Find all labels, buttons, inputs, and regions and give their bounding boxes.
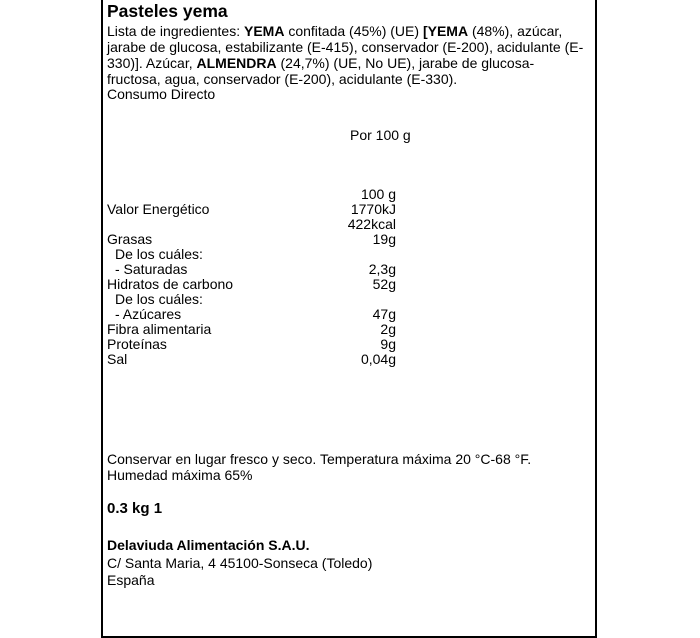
nutrition-value: 19g [372,231,396,247]
nutrition-value: 0,04g [360,351,396,367]
nutrition-value: 422kcal [347,216,396,232]
ingredients-text: confitada (45%) (UE) [284,23,423,39]
nutrition-label: De los cuáles: [115,291,203,307]
nutrition-value: 52g [372,276,396,292]
ingredients-text: (48%), azúcar, jarabe de glucosa, estabilizante (E-415), conservador (E-200), acidulante (E-330)]. Azúcar, [107,23,584,71]
nutrition-label: - Azúcares [115,306,182,322]
ingredients-text: Lista de ingredientes: [107,23,244,39]
ingredient-allergen: [YEMA [422,23,469,39]
nutrition-label: Proteínas [107,336,167,352]
ingredients-text: (24,7%) (UE, No UE), jarabe de glucosa-fructosa, agua, conservador (E-200), acidulante (E-330). [107,55,535,87]
nutrition-value: 2g [380,321,396,337]
nutrition-label: Grasas [107,231,153,247]
nutrition-unit-header: 100 g [360,186,396,202]
net-weight: 0.3 kg 1 [107,500,163,517]
product-title: Pasteles yema [107,1,228,21]
nutrition-label: Fibra alimentaria [107,321,212,337]
per-100g-heading: Por 100 g [350,127,411,143]
nutrition-label: - Saturadas [115,261,188,277]
storage-instructions: Conservar en lugar fresco y seco. Temperatura máxima 20 °C-68 °F. Humedad máxima 65% [107,451,532,483]
ingredient-allergen: YEMA [243,23,285,39]
nutrition-value: 47g [372,306,396,322]
consumption-note: Consumo Directo [107,86,216,102]
nutrition-label: De los cuáles: [115,246,203,262]
company-country: España [107,572,155,588]
nutrition-value: 2,3g [368,261,396,277]
nutrition-label: Sal [107,351,128,367]
ingredients-list [107,23,587,87]
nutrition-label: Hidratos de carbono [107,276,234,292]
company-name: Delaviuda Alimentación S.A.U. [107,537,310,553]
nutrition-value: 9g [380,336,396,352]
company-address: C/ Santa Maria, 4 45100-Sonseca (Toledo) [107,555,373,571]
ingredient-allergen: ALMENDRA [196,55,277,71]
nutrition-label: Valor Energético [107,201,210,217]
nutrition-value: 1770kJ [350,201,396,217]
